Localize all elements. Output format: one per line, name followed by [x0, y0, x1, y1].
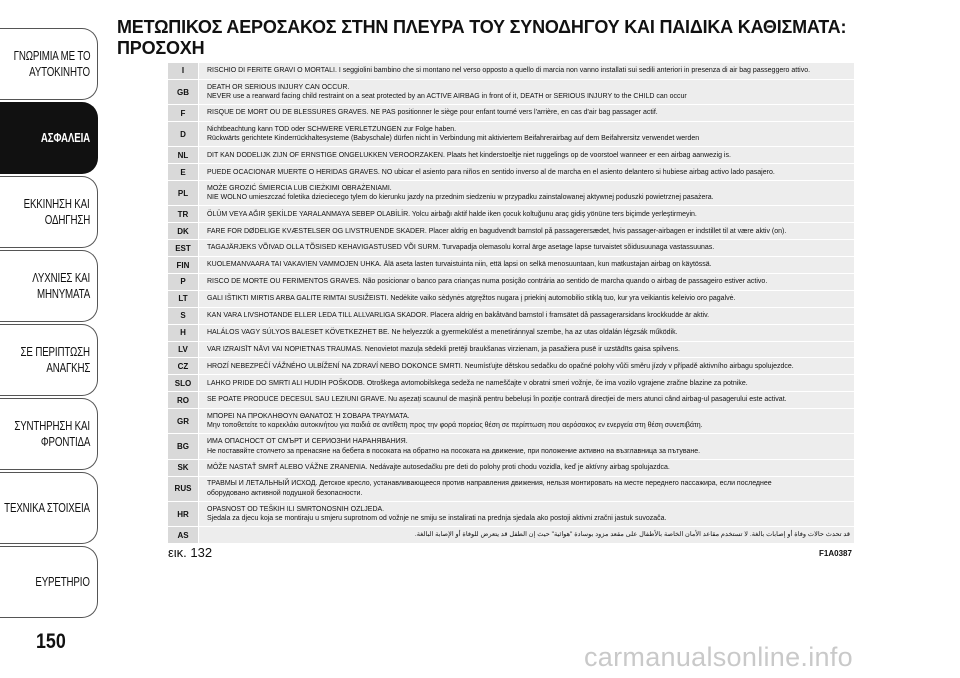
warning-text — [198, 308, 854, 324]
tab-label: ΕΥΡΕΤΗΡΙΟ — [35, 575, 90, 589]
warning-table — [168, 63, 854, 543]
warning-text — [198, 63, 854, 79]
table-row — [168, 205, 854, 222]
table-row — [168, 476, 854, 501]
tab-starting-driving[interactable] — [0, 176, 98, 248]
warning-line: SE POATE PRODUCE DECESUL SAU LEZIUNI GRAVE. Nu așezați scaunul de mașină pentru bebeluși în poziție contrară direcției de mers atunci când airbag-ul pasagerului este activat. — [207, 396, 787, 404]
warning-text — [198, 147, 854, 163]
table-row — [168, 222, 854, 239]
tab-safety[interactable] — [0, 102, 98, 174]
warning-text — [198, 223, 854, 239]
table-row — [168, 180, 854, 205]
warning-line: VAR IZRAISĪT NĀVI VAI NOPIETNAS TRAUMAS. Nenovietot mazuļa sēdekli pretēji braukšanas virzienam, ja pasažiera pusē ir uzstādīts gaisa spilvens. — [207, 345, 680, 353]
table-row — [168, 357, 854, 374]
tab-label: ΣΥΝΤΗΡΗΣΗ ΚΑΙ — [14, 419, 90, 433]
warning-line: RISCO DE MORTE OU FERIMENTOS GRAVES. Não posicionar o banco para crianças numa posição contrária ao sentido de marcha quando o airbag de passageiro estiver activo. — [207, 278, 768, 286]
warning-line: DEATH OR SERIOUS INJURY CAN OCCUR. — [207, 83, 350, 91]
warning-line: оборудовано активной подушкой безопасности. — [207, 489, 363, 497]
language-code: H — [168, 325, 198, 341]
warning-line: MÔŽE NASTAŤ SMRŤ ALEBO VÁŽNE ZRANENIA. Nedávajte autosedačku pre deti do polohy proti chodu vozidla, keď je aktívny airbag spolujazdca. — [207, 463, 670, 471]
tab-emergency[interactable] — [0, 324, 98, 396]
language-code: GR — [168, 409, 198, 433]
warning-text — [198, 80, 854, 104]
tab-label: ΟΔΗΓΗΣΗ — [44, 213, 90, 227]
language-code: LV — [168, 342, 198, 358]
table-row — [168, 104, 854, 121]
language-code: LT — [168, 291, 198, 307]
warning-line: OPASNOST OD TEŠKIH ILI SMRTONOSNIH OZLJEDA. — [207, 505, 385, 513]
warning-line: MOŻE GROZIĆ ŚMIERCIA LUB CIEŻKIMI OBRAŻENIAMI. — [207, 184, 392, 192]
language-code: HR — [168, 502, 198, 526]
warning-text — [198, 392, 854, 408]
warning-line: NIE WOLNO umieszczać foletika dzieciecego tylem do kierunku jazdy na przednim siedzeniu w przypadku zainstalowanej aktywnej poduszki powietrznej pasażera. — [207, 194, 714, 202]
warning-line: GALI IŠTIKTI MIRTIS ARBA GALITE RIMTAI SUSIŽEISTI. Nedėkite vaiko sėdynės atgręžtos nugara į priekinį automobilio stiklą tuo, kur yra veikiantis keleivio oro pagalvė. — [207, 295, 736, 303]
warning-line: RISQUE DE MORT OU DE BLESSURES GRAVES. NE PAS positionner le siège pour enfant tourné vers l'arrière, en cas d'air bag passager actif. — [207, 109, 658, 117]
language-code: I — [168, 63, 198, 79]
language-code: F — [168, 105, 198, 121]
warning-text — [198, 325, 854, 341]
warning-line: Rückwärts gerichtete Kinderrückhaltesysteme (Babyschale) dürfen nicht in Verbindung mit aktiviertem Beifahrerairbag auf dem Beifahrersitz verwendet werden — [207, 135, 700, 143]
warning-line: LAHKO PRIDE DO SMRTI ALI HUDIH POŠKODB. Otroškega avtomobilskega sedeža ne nameščajte v obratni smeri vožnje, če ima vozilo vgrajene zračne blazine za potnike. — [207, 379, 748, 387]
language-code: PL — [168, 181, 198, 205]
table-row — [168, 273, 854, 290]
warning-text — [198, 274, 854, 290]
warning-line: RISCHIO DI FERITE GRAVI O MORTALI. I seggiolini bambino che si montano nel verso opposto a quello di marcia non vanno installati sui sedili anteriori in presenza di air bag passeggero attivo. — [207, 67, 811, 75]
language-code: RO — [168, 392, 198, 408]
language-code: SLO — [168, 375, 198, 391]
table-row — [168, 501, 854, 526]
table-row — [168, 341, 854, 358]
language-code: BG — [168, 434, 198, 458]
warning-line: PUEDE OCACIONAR MUERTE O HERIDAS GRAVES. NO ubicar el asiento para niños en sentido inverso al de marcha en el asiento delantero si hubiese airbag activo lado pasajero. — [207, 168, 775, 176]
warning-line: HALÁLOS VAGY SÚLYOS BALESET KÖVETKEZHET BE. Ne helyezzük a gyermekülést a menetiránnyal szembe, ha az utas oldalán légzsák működik. — [207, 328, 678, 336]
tab-label: ΓΝΩΡΙΜΙΑ ΜΕ ΤΟ — [13, 49, 90, 63]
warning-text — [198, 502, 854, 526]
table-row — [168, 121, 854, 146]
chapter-tabs — [0, 0, 104, 678]
figure-caption: εικ. 132 — [168, 545, 213, 560]
figure-code: F1A0387 — [819, 549, 852, 558]
tab-label: ΑΝΑΓΚΗΣ — [46, 361, 90, 375]
language-code: P — [168, 274, 198, 290]
language-code: CZ — [168, 358, 198, 374]
table-row — [168, 374, 854, 391]
tab-label: ΦΡΟΝΤΙΔΑ — [40, 435, 90, 449]
warning-text — [198, 527, 854, 543]
table-row — [168, 526, 854, 543]
table-row — [168, 239, 854, 256]
tab-label: ΑΥΤΟΚΙΝΗΤΟ — [29, 65, 90, 79]
table-row — [168, 459, 854, 476]
warning-line: TAGAJÄRJEKS VÕIVAD OLLA TÕSISED KEHAVIGASTUSED VÕI SURM. Turvapadja olemasolu korral ärge asetage lapse turvaistet sõidusuunaga vastassuunas. — [207, 244, 715, 252]
warning-line: FARE FOR DØDELIGE KVÆSTELSER OG LIVSTRUENDE SKADER. Placer aldrig en bagudvendt barnstol på passagerersædet, hvis passager-airbagen er indstillet til at være aktiv (on). — [207, 227, 787, 235]
warning-line: ИМА ОПАСНОСТ ОТ СМЪРТ И СЕРИОЗНИ НАРАНЯВАНИЯ. — [207, 438, 408, 446]
tab-label: ΣΕ ΠΕΡΙΠΤΩΣΗ — [20, 345, 90, 359]
warning-text — [198, 181, 854, 205]
language-code: AS — [168, 527, 198, 543]
language-code: DK — [168, 223, 198, 239]
language-code: TR — [168, 206, 198, 222]
warning-text — [198, 206, 854, 222]
warning-line: HROZÍ NEBEZPEČÍ VÁŽNÉHO ULBÍŽENÍ NA ZDRAVÍ NEBO DOKONCE SMRTI. Neumísťujte dětskou sedačku do opačné polohy vůči směru jízdy v případě aktivního airbagu spolujezdce. — [207, 362, 794, 370]
warning-text — [198, 477, 854, 501]
language-code: NL — [168, 147, 198, 163]
warning-text — [198, 105, 854, 121]
warning-line: Μην τοποθετείτε το καρεκλάκι αυτοκινήτου για παιδιά σε αντίθετη προς την φορά πορείας θέση σε περίπτωση που αερόσακος εν ενεργεία στη θέση συνεπιβάτη. — [207, 422, 703, 430]
warning-line: DIT KAN DODELIJK ZIJN OF ERNSTIGE ONGELUKKEN VEROORZAKEN. Plaats het kinderstoeltje niet ruggelings op de voorstoel wanneer er een airbag aanwezig is. — [207, 151, 731, 159]
language-code: FIN — [168, 257, 198, 273]
table-row — [168, 146, 854, 163]
warning-line: ΜΠΟΡΕΙ ΝΑ ΠΡΟΚΛΗΘΟΥΝ ΘΑΝΑΤΟΣ Ή ΣΟΒΑΡΑ ΤΡΑΥΜΑΤΑ. — [207, 412, 410, 420]
tab-label: ΑΣΦΑΛΕΙΑ — [40, 131, 90, 145]
tab-label: ΛΥΧΝΙΕΣ ΚΑΙ — [32, 271, 90, 285]
language-code: D — [168, 122, 198, 146]
tab-label: ΜΗΝΥΜΑΤΑ — [36, 287, 90, 301]
watermark: carmanualsonline.info — [584, 642, 853, 672]
table-row — [168, 79, 854, 104]
warning-line: NEVER use a rearward facing child restraint on a seat protected by an ACTIVE AIRBAG in front of it, DEATH or SERIOUS INJURY to the CHILD can occur — [207, 93, 687, 101]
warning-text — [198, 460, 854, 476]
tab-technical-data[interactable] — [0, 472, 98, 544]
warning-line: قد تحدث حالات وفاة أو إصابات بالغة. لا تستخدم مقاعد الأمان الخاصة بالأطفال على مقعد مزود بوسادة "هوائية" حيث إن الطفل قد يتعرض للوفاة أو الإصابة البالغة. — [414, 531, 850, 539]
page-number: 150 — [36, 630, 66, 653]
warning-text — [198, 164, 854, 180]
table-row — [168, 290, 854, 307]
warning-text — [198, 240, 854, 256]
tab-label: ΕΚΚΙΝΗΣΗ ΚΑΙ — [24, 197, 90, 211]
table-row — [168, 256, 854, 273]
table-row — [168, 63, 854, 79]
table-row — [168, 391, 854, 408]
language-code: S — [168, 308, 198, 324]
language-code: RUS — [168, 477, 198, 501]
warning-text — [198, 122, 854, 146]
tab-maintenance[interactable] — [0, 398, 98, 470]
warning-line: ТРАВМЫ И ЛЕТАЛЬНЫЙ ИСХОД. Детское кресло, устанавливающееся против направления движения, нельзя монтировать на месте переднего пассажира, если последнее — [207, 480, 772, 488]
tab-getting-to-know[interactable] — [0, 28, 98, 100]
warning-text — [198, 434, 854, 458]
warning-line: KUOLEMANVAARA TAI VAKAVIEN VAMMOJEN UHKA. Älä aseta lasten turvaistuinta niin, että lapsi on selkä menosuuntaan, kun matkustajan airbag on käytössä. — [207, 261, 712, 269]
tab-lights-messages[interactable] — [0, 250, 98, 322]
warning-text — [198, 375, 854, 391]
tab-label: ΤΕΧΝΙΚΑ ΣΤΟΙΧΕΙΑ — [4, 501, 90, 515]
language-code: GB — [168, 80, 198, 104]
warning-text — [198, 409, 854, 433]
table-row — [168, 433, 854, 458]
warning-line: Не поставяйте столчето за пренасяне на бебета в посоката на обратно на посоката на движение, при положение активно на възглавница за пътуване. — [207, 447, 701, 455]
warning-line: Sjedala za djecu koja se montiraju u smjeru suprotnom od vožnje ne smiju se instalirati na prednja sjedala ako postoji aktivni zračni jastuk suvozača. — [207, 515, 667, 523]
table-row — [168, 307, 854, 324]
warning-text — [198, 257, 854, 273]
language-code: E — [168, 164, 198, 180]
warning-line: KAN VARA LIVSHOTANDE ELLER LEDA TILL ALLVARLIGA SKADOR. Placera aldrig en bakåtvänd barnstol i framsätet då passagerarsidans krockkudde är aktiv. — [207, 312, 710, 320]
language-code: EST — [168, 240, 198, 256]
warning-text — [198, 342, 854, 358]
warning-text — [198, 358, 854, 374]
table-row — [168, 408, 854, 433]
page-title: ΜΕΤΩΠΙΚΟΣ ΑΕΡΟΣΑΚΟΣ ΣΤΗΝ ΠΛΕΥΡΑ ΤΟΥ ΣΥΝΟΔΗΓΟΥ ΚΑΙ ΠΑΙΔΙΚΑ ΚΑΘΙΣΜΑΤΑ: ΠΡΟΣΟΧΗ — [117, 17, 847, 58]
warning-text — [198, 291, 854, 307]
tab-index[interactable] — [0, 546, 98, 618]
table-row — [168, 324, 854, 341]
table-row — [168, 163, 854, 180]
warning-line: ÖLÜM VEYA AĞIR ŞEKİLDE YARALANMAYA SEBEP OLABİLİR. Yolcu airbağı aktif halde iken çocuk koltuğunu araç gidiş yönüne ters biçimde yerleştirmeyin. — [207, 210, 697, 218]
warning-line: Nichtbeachtung kann TOD oder SCHWERE VERLETZUNGEN zur Folge haben. — [207, 125, 457, 133]
language-code: SK — [168, 460, 198, 476]
